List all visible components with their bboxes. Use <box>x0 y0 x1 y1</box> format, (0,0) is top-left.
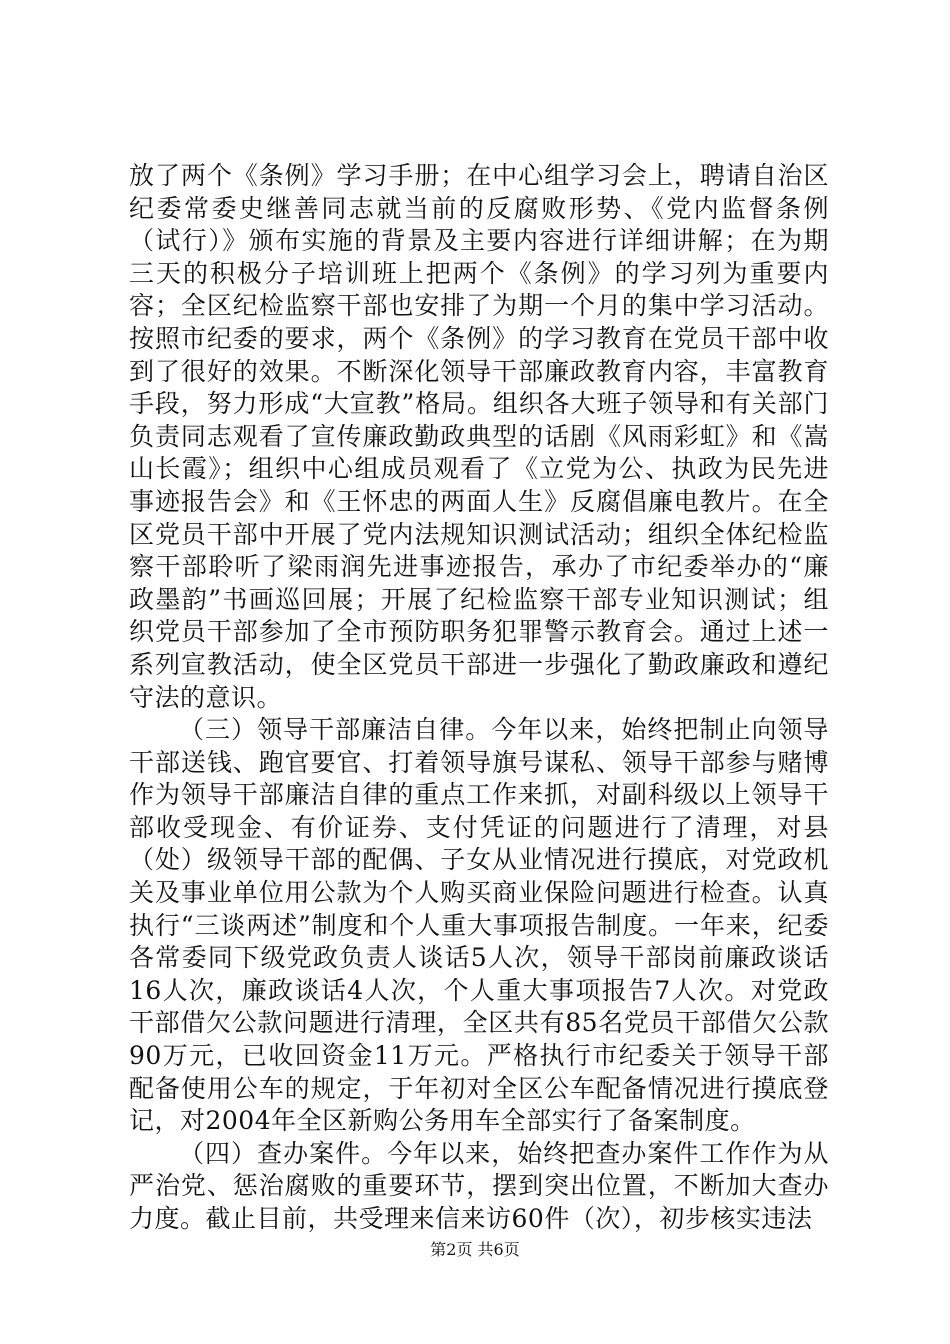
body-paragraph-1: 放了两个《条例》学习手册；在中心组学习会上，聘请自治区纪委常委史继善同志就当前的反腐败形势、《党内监督条例（试行）》颁布实施的背景及主要内容进行详细讲解；在为期三天的积极分子培训班上把两个《条例》的学习列为重要内容；全区纪检监察干部也安排了为期一个月的集中学习活动。按照市纪委的要求，两个《条例》的学习教育在党员干部中收到了很好的效果。不断深化领导干部廉政教育内容，丰富教育手段，努力形成“大宣教”格局。组织各大班子领导和有关部门负责同志观看了宣传廉政勤政典型的话剧《风雨彩虹》和《嵩山长霞》；组织中心组成员观看了《立党为公、执政为民先进事迹报告会》和《王怀忠的两面人生》反腐倡廉电教片。在全区党员干部中开展了党内法规知识测试活动；组织全体纪检监察干部聆听了梁雨润先进事迹报告，承办了市纪委举办的“廉政墨韵”书画巡回展；开展了纪检监察干部专业知识测试；组织党员干部参加了全市预防职务犯罪警示教育会。通过上述一系列宣教活动，使全区党员干部进一步强化了勤政廉政和遵纪守法的意识。 <box>129 161 829 712</box>
document-body <box>129 160 829 1236</box>
page-footer <box>0 1240 950 1260</box>
body-paragraph-3: （四）查办案件。今年以来，始终把查办案件工作作为从严治党、惩治腐败的重要环节，摆到突出位置，不断加大查办力度。截止目前，共受理来信来访60件（次），初步核实违法 <box>129 1138 829 1233</box>
page-number-label: 第2页 共6页 <box>430 1240 520 1259</box>
body-paragraph-2: （三）领导干部廉洁自律。今年以来，始终把制止向领导干部送钱、跑官要官、打着领导旗号谋私、领导干部参与赌博作为领导干部廉洁自律的重点工作来抓，对副科级以上领导干部收受现金、有价证券、支付凭证的问题进行了清理，对县（处）级领导干部的配偶、子女从业情况进行摸底，对党政机关及事业单位用公款为个人购买商业保险问题进行检查。认真执行“三谈两述”制度和个人重大事项报告制度。一年来，纪委各常委同下级党政负责人谈话5人次，领导干部岗前廉政谈话16人次，廉政谈话4人次，个人重大事项报告7人次。对党政干部借欠公款问题进行清理，全区共有85名党员干部借欠公款90万元，已收回资金11万元。严格执行市纪委关于领导干部配备使用公车的规定，于年初对全区公车配备情况进行摸底登记，对2004年全区新购公务用车全部实行了备案制度。 <box>129 715 829 1136</box>
